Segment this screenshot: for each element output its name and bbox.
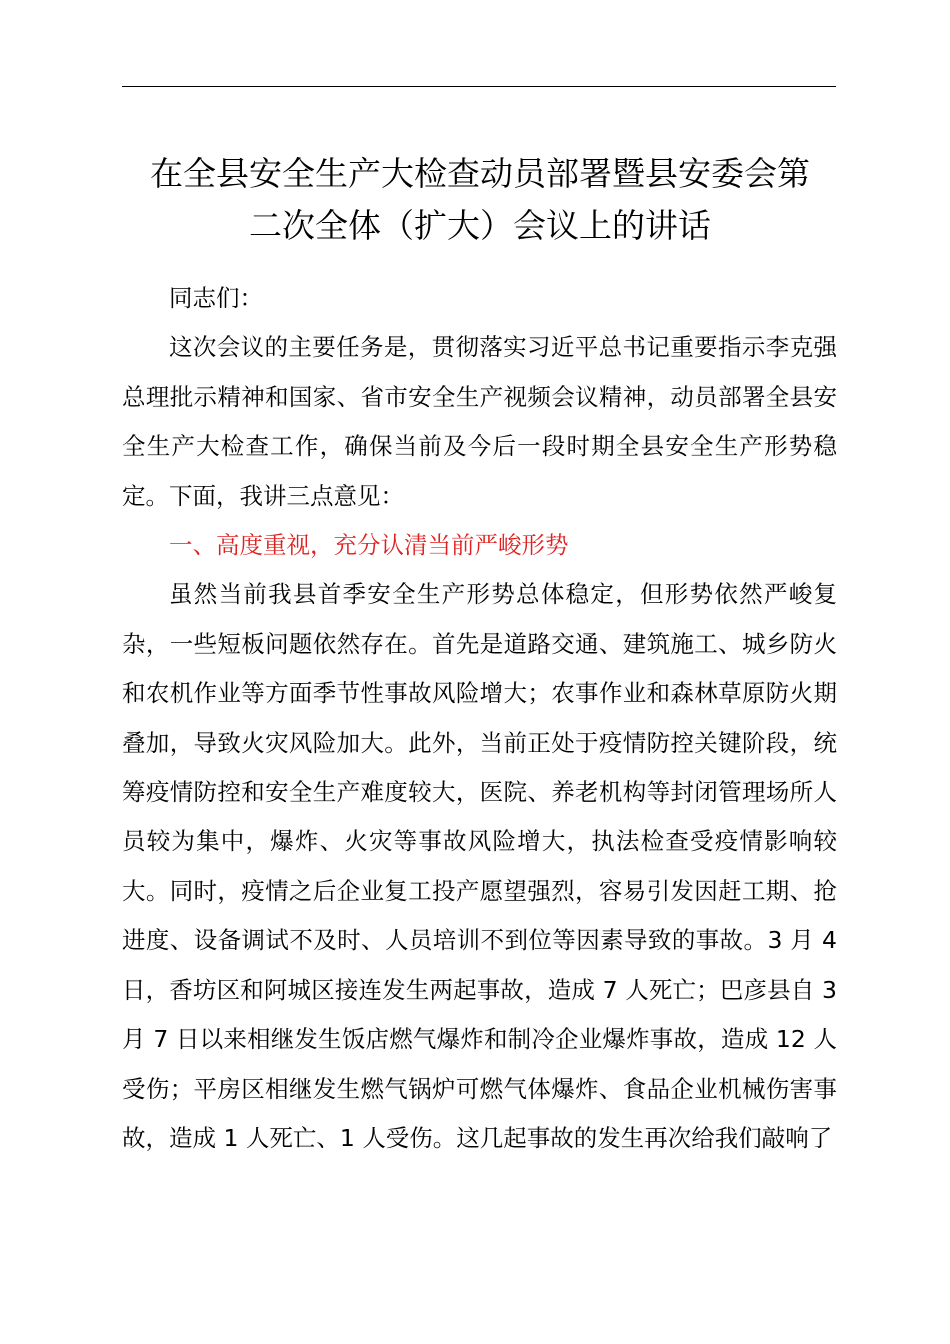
title-line-1: 在全县安全生产大检查动员部署暨县安委会第 — [150, 154, 810, 193]
document-title — [100, 148, 860, 252]
title-line-2: 二次全体（扩大）会议上的讲话 — [249, 206, 711, 245]
header-rule — [122, 86, 836, 87]
section-heading-1: 一、高度重视，充分认清当前严峻形势 — [169, 531, 569, 560]
document-body — [122, 274, 837, 1163]
paragraph-intro: 这次会议的主要任务是，贯彻落实习近平总书记重要指示李克强总理批示精神和国家、省市安全生产视频会议精神，动员部署全县安全生产大检查工作，确保当前及今后一段时期全县安全生产形势稳定。下面，我讲三点意见： — [122, 333, 837, 510]
salutation: 同志们： — [169, 284, 263, 312]
paragraph-situation: 虽然当前我县首季安全生产形势总体稳定，但形势依然严峻复杂，一些短板问题依然存在。首先是道路交通、建筑施工、城乡防火和农机作业等方面季节性事故风险增大；农事作业和森林草原防火期叠加，导致火灾风险加大。此外，当前正处于疫情防控关键阶段，统筹疫情防控和安全生产难度较大，医院、养老机构等封闭管理场所人员较为集中，爆炸、火灾等事故风险增大，执法检查受疫情影响较大。同时，疫情之后企业复工投产愿望强烈，容易引发因赶工期、抢进度、设备调试不及时、人员培训不到位等因素导致的事故。3 月 4 日，香坊区和阿城区接连发生两起事故，造成 7 人死亡；巴彦县自 3 月 7 日以来相继发生饭店燃气爆炸和制冷企业爆炸事故，造成 12 人受伤；平房区相继发生燃气锅炉可燃气体爆炸、食品企业机械伤害事故，造成 1 人死亡、1 人受伤。这几起事故的发生再次给我们敲响了 — [122, 580, 837, 1152]
